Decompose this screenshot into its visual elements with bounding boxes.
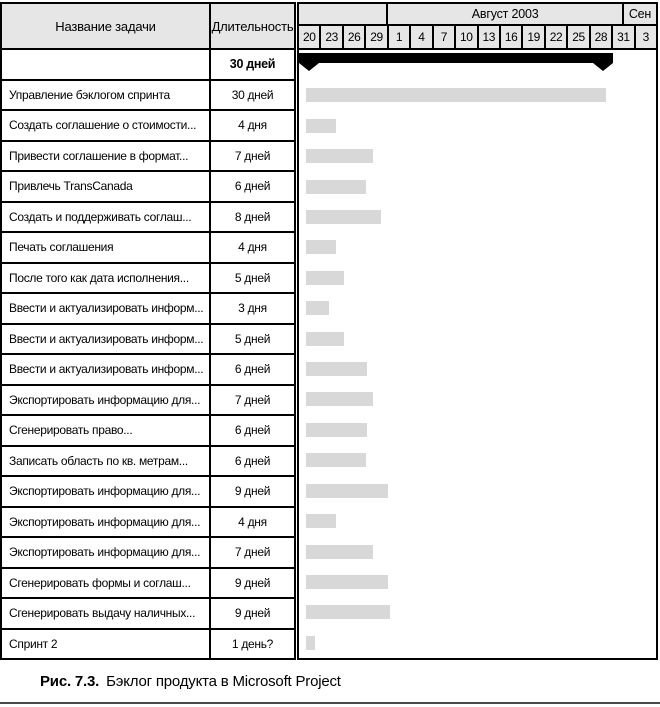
gantt-row — [299, 476, 656, 506]
duration-cell[interactable]: 30 дней — [231, 87, 274, 102]
day-tick: 20 — [299, 26, 321, 48]
day-tick: 3 — [642, 30, 649, 44]
day-tick: 19 — [523, 26, 545, 48]
task-row[interactable] — [2, 172, 294, 203]
caption-number: Рис. 7.3. — [40, 673, 100, 690]
task-row[interactable] — [2, 203, 294, 234]
duration-cell[interactable]: 6 дней — [234, 453, 271, 468]
month-cell-empty — [299, 4, 388, 24]
summary-bar-start-marker — [299, 63, 319, 71]
duration-cell[interactable]: 4 дня — [238, 514, 267, 529]
day-tick: 10 — [456, 26, 478, 48]
duration-cell[interactable]: 6 дней — [234, 179, 271, 194]
gantt-row — [299, 628, 656, 658]
day-tick: 1 — [389, 26, 411, 48]
gantt-row — [299, 354, 656, 384]
task-name-cell[interactable]: Экспортировать информацию для... — [2, 508, 211, 537]
gantt-row — [299, 597, 656, 627]
duration-cell[interactable]: 30 дней — [229, 57, 276, 72]
gantt-row — [299, 415, 656, 445]
duration-cell[interactable]: 6 дней — [234, 362, 271, 377]
gantt-body — [299, 50, 656, 658]
duration-cell[interactable]: 7 дней — [234, 392, 271, 407]
duration-cell[interactable]: 4 дня — [238, 240, 267, 255]
day-tick: 28 — [591, 26, 613, 48]
gantt-row — [299, 324, 656, 354]
gantt-row — [299, 445, 656, 475]
task-row[interactable] — [2, 386, 294, 417]
task-bar[interactable] — [306, 149, 373, 163]
duration-cell[interactable]: 9 дней — [234, 575, 271, 590]
gantt-row — [299, 384, 656, 414]
day-tick: 29 — [366, 26, 388, 48]
task-bar[interactable] — [306, 636, 315, 650]
task-bar[interactable] — [306, 484, 388, 498]
task-row[interactable] — [2, 416, 294, 447]
task-bar[interactable] — [306, 605, 390, 619]
day-tick: 7 — [434, 26, 456, 48]
task-name-cell[interactable]: Экспортировать информацию для... — [2, 386, 211, 415]
gantt-row — [299, 232, 656, 262]
table-header-row — [2, 4, 294, 50]
task-name-cell[interactable] — [2, 50, 211, 79]
day-tick: 23 — [321, 26, 343, 48]
task-bar[interactable] — [306, 180, 366, 194]
task-bar[interactable] — [306, 210, 380, 224]
task-row[interactable] — [2, 142, 294, 173]
task-name-cell[interactable]: Привести соглашение в формат... — [2, 142, 211, 171]
task-row[interactable] — [2, 538, 294, 569]
gantt-chart — [297, 2, 658, 660]
task-bar[interactable] — [306, 88, 606, 102]
timescale-day-band — [299, 26, 656, 50]
task-name-cell[interactable]: Экспортировать информацию для... — [2, 538, 211, 567]
duration-cell[interactable]: 3 дня — [238, 301, 267, 316]
task-row[interactable] — [2, 477, 294, 508]
task-name-cell[interactable]: Управление бэклогом спринта — [2, 81, 211, 110]
task-bar[interactable] — [306, 575, 388, 589]
duration-cell[interactable]: 4 дня — [238, 118, 267, 133]
column-header-duration[interactable]: Длительность — [211, 18, 294, 34]
task-row[interactable] — [2, 447, 294, 478]
task-row[interactable] — [2, 355, 294, 386]
gantt-row — [299, 141, 656, 171]
caption-text: Бэклог продукта в Microsoft Project — [106, 673, 341, 690]
column-header-task-name[interactable]: Название задачи — [2, 4, 211, 48]
day-tick: 4 — [411, 26, 433, 48]
task-name-cell[interactable]: Создать соглашение о стоимости... — [2, 111, 211, 140]
page-rule — [0, 702, 660, 704]
duration-cell[interactable]: 9 дней — [234, 606, 271, 621]
task-row[interactable] — [2, 294, 294, 325]
gantt-row — [299, 172, 656, 202]
task-name-cell[interactable]: Создать и поддерживать соглаш... — [2, 203, 211, 232]
duration-cell[interactable]: 5 дней — [234, 270, 271, 285]
summary-bar-end-marker — [593, 63, 613, 71]
gantt-row — [299, 537, 656, 567]
summary-row[interactable] — [2, 50, 294, 81]
day-tick: 25 — [568, 26, 590, 48]
gantt-row — [299, 111, 656, 141]
duration-cell[interactable]: 5 дней — [234, 331, 271, 346]
task-row[interactable] — [2, 81, 294, 112]
duration-cell[interactable]: 8 дней — [234, 209, 271, 224]
gantt-row — [299, 506, 656, 536]
task-bar[interactable] — [306, 240, 336, 254]
task-bar[interactable] — [306, 271, 343, 285]
task-row[interactable] — [2, 508, 294, 539]
task-name-cell[interactable]: Записать область по кв. метрам... — [2, 447, 211, 476]
gantt-row — [299, 50, 656, 80]
day-tick: 26 — [344, 26, 366, 48]
task-table — [0, 2, 296, 660]
task-name-cell[interactable]: Экспортировать информацию для... — [2, 477, 211, 506]
task-name-cell[interactable]: Ввести и актуализировать информ... — [2, 294, 211, 323]
task-rows-container — [2, 50, 294, 658]
timescale-month-band — [299, 4, 656, 26]
duration-cell[interactable]: 7 дней — [234, 545, 271, 560]
task-row[interactable] — [2, 233, 294, 264]
gantt-row — [299, 293, 656, 323]
task-bar[interactable] — [306, 423, 367, 437]
task-bar[interactable] — [306, 332, 343, 346]
task-name-cell[interactable]: Ввести и актуализировать информ... — [2, 355, 211, 384]
task-name-cell[interactable]: После того как дата исполнения... — [2, 264, 211, 293]
gantt-row — [299, 263, 656, 293]
day-tick: 31 — [613, 26, 635, 48]
day-tick: 13 — [479, 26, 501, 48]
duration-cell[interactable]: 7 дней — [234, 148, 271, 163]
task-name-cell[interactable]: Спринт 2 — [2, 630, 211, 659]
task-name-cell[interactable]: Сгенерировать выдачу наличных... — [2, 599, 211, 628]
task-row[interactable] — [2, 569, 294, 600]
task-row[interactable] — [2, 630, 294, 659]
day-tick: 16 — [501, 26, 523, 48]
figure-caption — [40, 673, 341, 690]
task-row[interactable] — [2, 111, 294, 142]
gantt-row — [299, 80, 656, 110]
task-bar[interactable] — [306, 545, 373, 559]
duration-cell[interactable]: 1 день? — [231, 636, 274, 651]
month-cell-august: Август 2003 — [388, 4, 624, 24]
month-cell-september: Сен — [628, 7, 652, 21]
task-row[interactable] — [2, 325, 294, 356]
gantt-row — [299, 202, 656, 232]
task-row[interactable] — [2, 599, 294, 630]
task-bar[interactable] — [306, 119, 336, 133]
task-row[interactable] — [2, 264, 294, 295]
task-name-cell[interactable]: Привлечь TransCanada — [2, 172, 211, 201]
duration-cell[interactable]: 9 дней — [234, 484, 271, 499]
duration-cell[interactable]: 6 дней — [234, 423, 271, 438]
task-name-cell[interactable]: Сгенерировать право... — [2, 416, 211, 445]
task-bar[interactable] — [306, 392, 373, 406]
task-name-cell[interactable]: Сгенерировать формы и соглаш... — [2, 569, 211, 598]
task-bar[interactable] — [306, 301, 328, 315]
task-name-cell[interactable]: Печать соглашения — [2, 233, 211, 262]
task-bar[interactable] — [306, 514, 336, 528]
summary-bar[interactable] — [299, 53, 613, 63]
task-bar[interactable] — [306, 453, 366, 467]
day-tick: 22 — [546, 26, 568, 48]
task-name-cell[interactable]: Ввести и актуализировать информ... — [2, 325, 211, 354]
task-bar[interactable] — [306, 362, 367, 376]
gantt-row — [299, 567, 656, 597]
